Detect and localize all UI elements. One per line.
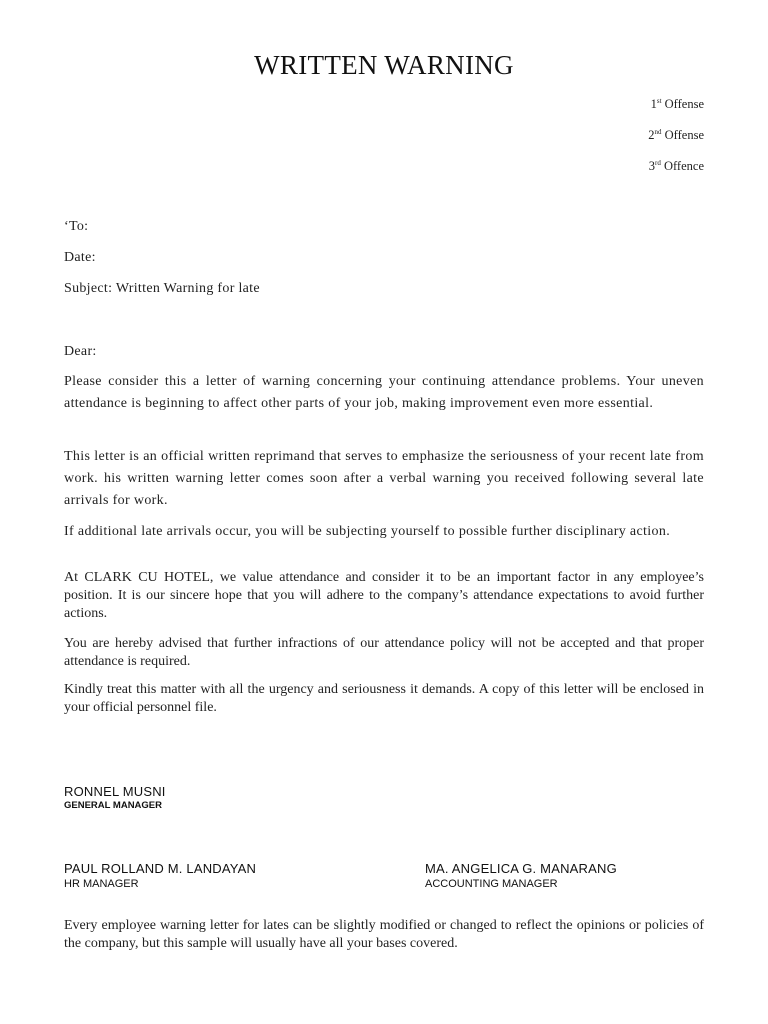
- paragraph-5: You are hereby advised that further infractions of our attendance policy will not be accepted and that proper attendance is required.: [64, 636, 704, 669]
- offense-2: [648, 128, 704, 143]
- gm-name: RONNEL MUSNI: [64, 784, 166, 799]
- paragraph-1: Please consider this a letter of warning concerning your continuing attendance problems. Your uneven attendance is beginning to affect other parts of your job, making improvement even more essential.: [64, 374, 704, 411]
- paragraph-6: Kindly treat this matter with all the urgency and seriousness it demands. A copy of this letter will be enclosed in your official personnel file.: [64, 682, 704, 715]
- offense-2-number: 2: [648, 128, 655, 142]
- offense-1: [651, 97, 704, 112]
- offense-1-suffix: st: [656, 97, 662, 105]
- offense-3: [649, 159, 704, 174]
- to-line: ‘To:: [64, 219, 89, 234]
- gm-title: GENERAL MANAGER: [64, 800, 162, 811]
- offense-1-label: Offense: [664, 97, 704, 111]
- accounting-title: ACCOUNTING MANAGER: [425, 878, 558, 890]
- offense-2-label: Offense: [664, 128, 704, 142]
- footer-note: Every employee warning letter for lates can be slightly modified or changed to reflect the opinions or policies of the company, but this sample will usually have all your bases covered.: [64, 918, 704, 951]
- accounting-name: MA. ANGELICA G. MANARANG: [425, 861, 617, 876]
- offense-3-label: Offence: [663, 159, 704, 173]
- date-line: Date:: [64, 250, 96, 265]
- hr-name: PAUL ROLLAND M. LANDAYAN: [64, 861, 257, 876]
- offense-3-suffix: rd: [655, 159, 661, 167]
- hr-title: HR MANAGER: [64, 878, 139, 890]
- document-title: WRITTEN WARNING: [254, 50, 514, 80]
- offense-3-number: 3: [648, 159, 655, 173]
- paragraph-4: At CLARK CU HOTEL, we value attendance and consider it to be an important factor in any employee’s position. It is our sincere hope that you will adhere to the company’s attendance expectations to avoid further actions.: [64, 570, 704, 621]
- offense-2-suffix: nd: [654, 128, 662, 136]
- paragraph-3: If additional late arrivals occur, you will be subjecting yourself to possible further disciplinary action.: [64, 524, 671, 539]
- paragraph-2: This letter is an official written reprimand that serves to emphasize the seriousness of your recent late from work. his written warning letter comes soon after a verbal warning you received following several late arrivals for work.: [64, 449, 704, 508]
- offense-1-number: 1: [650, 97, 657, 111]
- subject-line: Subject: Written Warning for late: [64, 281, 260, 296]
- salutation: Dear:: [64, 344, 97, 359]
